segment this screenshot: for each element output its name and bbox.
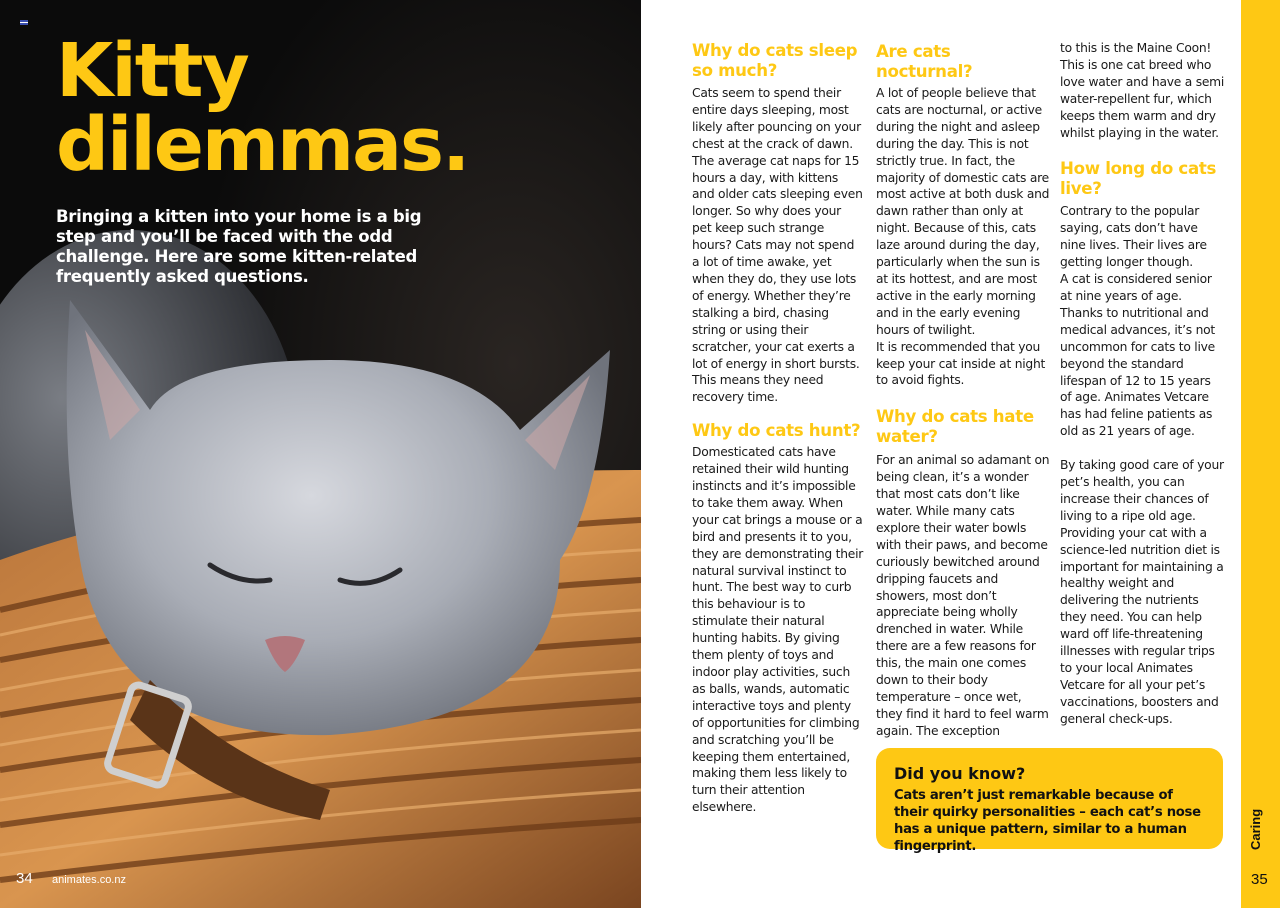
paragraph-maine-coon: to this is the Maine Coon! This is one cat breed who love water and have a semi water-repellent fur, which keeps them warm and dry whilst playing in the water. <box>1060 41 1225 140</box>
intro-text: Bringing a kitten into your home is a big step and you’ll be faced with the odd challenge. Here are some kitten-related frequently asked questions. <box>56 207 422 286</box>
title-line-2: dilemmas. <box>56 102 469 188</box>
paragraph-nocturnal-2: It is recommended that you keep your cat inside at night to avoid fights. <box>876 339 1046 388</box>
heading-hunt: Why do cats hunt? <box>692 421 861 441</box>
heading-lifespan: How long do cats live? <box>1060 159 1217 199</box>
paragraph-hunt: Domesticated cats have retained their wild hunting instincts and it’s impossible to take them away. When your cat brings a mouse or a bird and presents it to you, they are demonstrating their natural survival instinct to hunt. The best way to curb this behaviour is to stimulate their natural hunting habits. By giving them plenty of toys and indoor play activities, such as balls, wands, automatic interactive toys and plenty of opportunities for climbing and scratching you’ll be keeping them entertained, making them less likely to turn their attention elsewhere. <box>692 445 864 815</box>
title-line-1: Kitty <box>56 28 248 114</box>
section-side-strip <box>1241 0 1280 908</box>
article-column-1 <box>692 41 864 816</box>
website-url: animates.co.nz <box>52 874 126 886</box>
paragraph-lifespan-2: A cat is considered senior at nine years of age. Thanks to nutritional and medical advances, it’s not uncommon for cats to live beyond the standard lifespan of 12 to 15 years of age. Animates Vetcare has had feline patients as old as 21 years of age. <box>1060 272 1215 439</box>
section-label: Caring <box>1248 808 1263 850</box>
article-column-2 <box>876 42 1051 740</box>
did-you-know-callout <box>876 748 1223 854</box>
did-you-know-text: Cats aren’t just remarkable because of their quirky personalities – each cat’s nose has a unique pattern, similar to a human fingerprint. <box>894 788 1201 854</box>
heading-sleep: Why do cats sleep so much? <box>692 41 858 80</box>
paragraph-lifespan-3: By taking good care of your pet’s health, you can increase their chances of living to a ripe old age. Providing your cat with a science-led nutrition diet is important for maintaining a healthy weight and delivering the nutrients they need. You can help ward off life-threatening illnesses with regular trips to your local Animates Vetcare for all your pet’s vaccinations, boosters and general check-ups. <box>1060 458 1224 726</box>
page-number-left: 34 <box>16 870 33 887</box>
paragraph-water: For an animal so adamant on being clean, it’s a wonder that most cats don’t like water. While many cats explore their water bowls with their paws, and become curiously bewitched around dripping faucets and showers, most don’t appreciate being wholly drenched in water. While there are a few reasons for this, the main one comes down to their body temperature – once wet, they find it hard to feel warm again. The exception <box>876 453 1050 738</box>
paragraph-lifespan-1: Contrary to the popular saying, cats don’t have nine lives. Their lives are getting longer though. <box>1060 204 1207 270</box>
did-you-know-heading: Did you know? <box>894 764 1026 783</box>
heading-water: Why do cats hate water? <box>876 407 1034 447</box>
paragraph-nocturnal: A lot of people believe that cats are nocturnal, or active during the night and asleep during the day. This is not strictly true. In fact, the majority of domestic cats are most active at both dusk and dawn rather than only at night. Because of this, cats laze around during the day, particularly when the sun is at its hottest, and are most active in the early morning and in the early evening hours of twilight. <box>876 86 1050 337</box>
paragraph-sleep: Cats seem to spend their entire days sleeping, most likely after pouncing on your chest at the crack of dawn. The average cat naps for 15 hours a day, with kittens and older cats sleeping even longer. So why does your pet keep such strange hours? Cats may not spend a lot of time awake, yet when they do, they use lots of energy. Whether they’re stalking a bird, chasing string or using their scratcher, your cat exerts a lot of energy in short bursts. This means they need recovery time. <box>692 86 863 405</box>
article-column-3 <box>1060 40 1225 728</box>
heading-nocturnal: Are cats nocturnal? <box>876 42 973 81</box>
page-number-right: 35 <box>1251 871 1268 888</box>
flag-icon <box>20 20 28 25</box>
right-page <box>641 0 1241 908</box>
page-title <box>56 28 469 188</box>
